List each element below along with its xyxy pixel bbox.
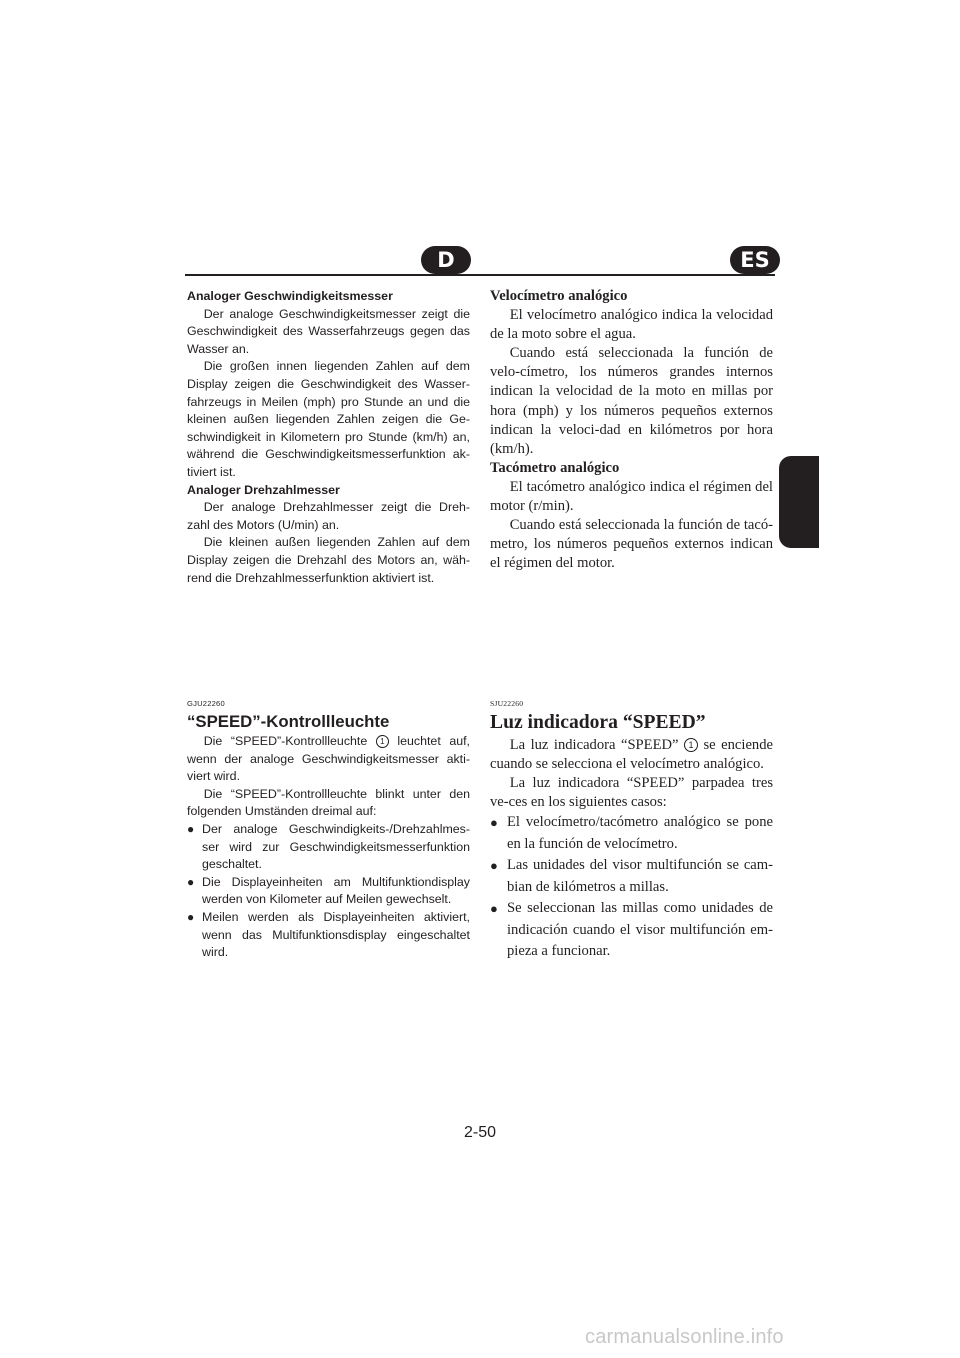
list-item: ● Se seleccionan las millas como unidades de indicación cuando el visor multifunción em-pieza a funcionar.	[490, 898, 773, 963]
spanish-speedometer-p1: El velocímetro analógico indica la velocidad de la moto sobre el agua.	[490, 307, 773, 343]
list-item: ● El velocímetro/tacómetro analógico se pone en la función de velocímetro.	[490, 812, 773, 855]
spanish-section-p1	[490, 736, 773, 774]
list-item: ● Meilen werden als Displayeinheiten aktiviert, wenn das Multifunktionsdisplay eingeschaltet wird.	[187, 909, 470, 962]
german-section-p1	[187, 733, 470, 786]
header-rule	[185, 274, 775, 276]
spanish-tachometer-p2: Cuando está seleccionada la función de tacó-metro, los números pequeños externos indican el régimen del motor.	[490, 517, 773, 572]
spanish-section-p1-a: La luz indicadora “SPEED”	[509, 737, 685, 753]
german-speed-section	[187, 699, 470, 962]
german-section-title: “SPEED”-Kontrollleuchte	[187, 712, 390, 731]
callout-1-icon: 1	[684, 738, 698, 752]
german-speedometer-p2: Die großen innen liegenden Zahlen auf dem Display zeigen die Geschwindigkeit des Wasser-fahrzeugs in Meilen (mph) pro Stunde an und die kleinen außen liegenden Zahlen zeigen die Ge-schwindigkeit in Kilometern pro Stunde (km/h) an, während die Geschwindigkeitsmesserfunktion ak-tiviert ist.	[187, 359, 470, 479]
german-tachometer-p1: Der analoge Drehzahlmesser zeigt die Dreh-zahl des Motors (U/min) an.	[187, 500, 470, 532]
spanish-speedometer-p2: Cuando está seleccionada la función de velo-címetro, los números grandes internos indican la velocidad de la moto en millas por hora (mph) y los números pequeños externos indican la veloci-dad en kilómetros por hora (km/h).	[490, 345, 773, 457]
spanish-section-p2: La luz indicadora “SPEED” parpadea tres ve-ces en los siguientes casos:	[490, 775, 773, 811]
callout-1-icon: 1	[376, 735, 389, 748]
list-item: ● Die Displayeinheiten am Multifunktiondisplay werden von Kilometer auf Meilen gewechselt.	[187, 874, 470, 909]
language-badge-spanish: ES	[730, 246, 780, 274]
german-bullet-list	[187, 821, 470, 962]
german-tachometer-title: Analoger Drehzahlmesser	[187, 482, 340, 497]
language-badge-german: D	[421, 246, 471, 274]
spanish-section-title: Luz indicadora “SPEED”	[490, 712, 706, 733]
german-section-p2: Die “SPEED”-Kontrollleuchte blinkt unter den folgenden Umständen dreimal auf:	[187, 786, 470, 819]
spanish-bullet-list	[490, 812, 773, 963]
german-speedometer-p1: Der analoge Geschwindigkeitsmesser zeigt die Geschwindigkeit des Wasserfahrzeugs gegen das Wasser an.	[187, 306, 470, 356]
spanish-section-code: SJU22260	[490, 699, 524, 708]
german-column-top	[187, 288, 470, 587]
german-tachometer-p2: Die kleinen außen liegenden Zahlen auf dem Display zeigen die Drehzahl des Motors an, wäh-rend die Drehzahlmesserfunktion aktiviert ist.	[187, 535, 470, 585]
german-section-p1-b: leuchtet auf, wenn der analoge Geschwindigkeitsmesser akti-viert wird.	[187, 734, 470, 784]
spanish-speed-section	[490, 699, 773, 963]
list-item: ● Las unidades del visor multifunción se cam-bian de kilómetros a millas.	[490, 855, 773, 898]
spanish-tachometer-p1: El tacómetro analógico indica el régimen del motor (r/min).	[490, 478, 773, 515]
spanish-column-top	[490, 287, 773, 573]
german-section-p1-a: Die “SPEED”-Kontrollleuchte	[203, 734, 376, 748]
spanish-tachometer-title: Tacómetro analógico	[490, 459, 620, 476]
german-speedometer-title: Analoger Geschwindigkeitsmesser	[187, 289, 393, 303]
german-section-code: GJU22260	[187, 699, 225, 708]
spanish-section-p1-b: se enciende cuando se selecciona el velocímetro analógico.	[490, 737, 773, 773]
chapter-side-tab	[779, 456, 819, 548]
watermark: carmanualsonline.info	[585, 1326, 784, 1348]
page-number: 2-50	[463, 1124, 497, 1141]
spanish-speedometer-title: Velocímetro analógico	[490, 288, 628, 304]
list-item: ● Der analoge Geschwindigkeits-/Drehzahlmes-ser wird zur Geschwindigkeitsmesserfunktion geschaltet.	[187, 821, 470, 874]
